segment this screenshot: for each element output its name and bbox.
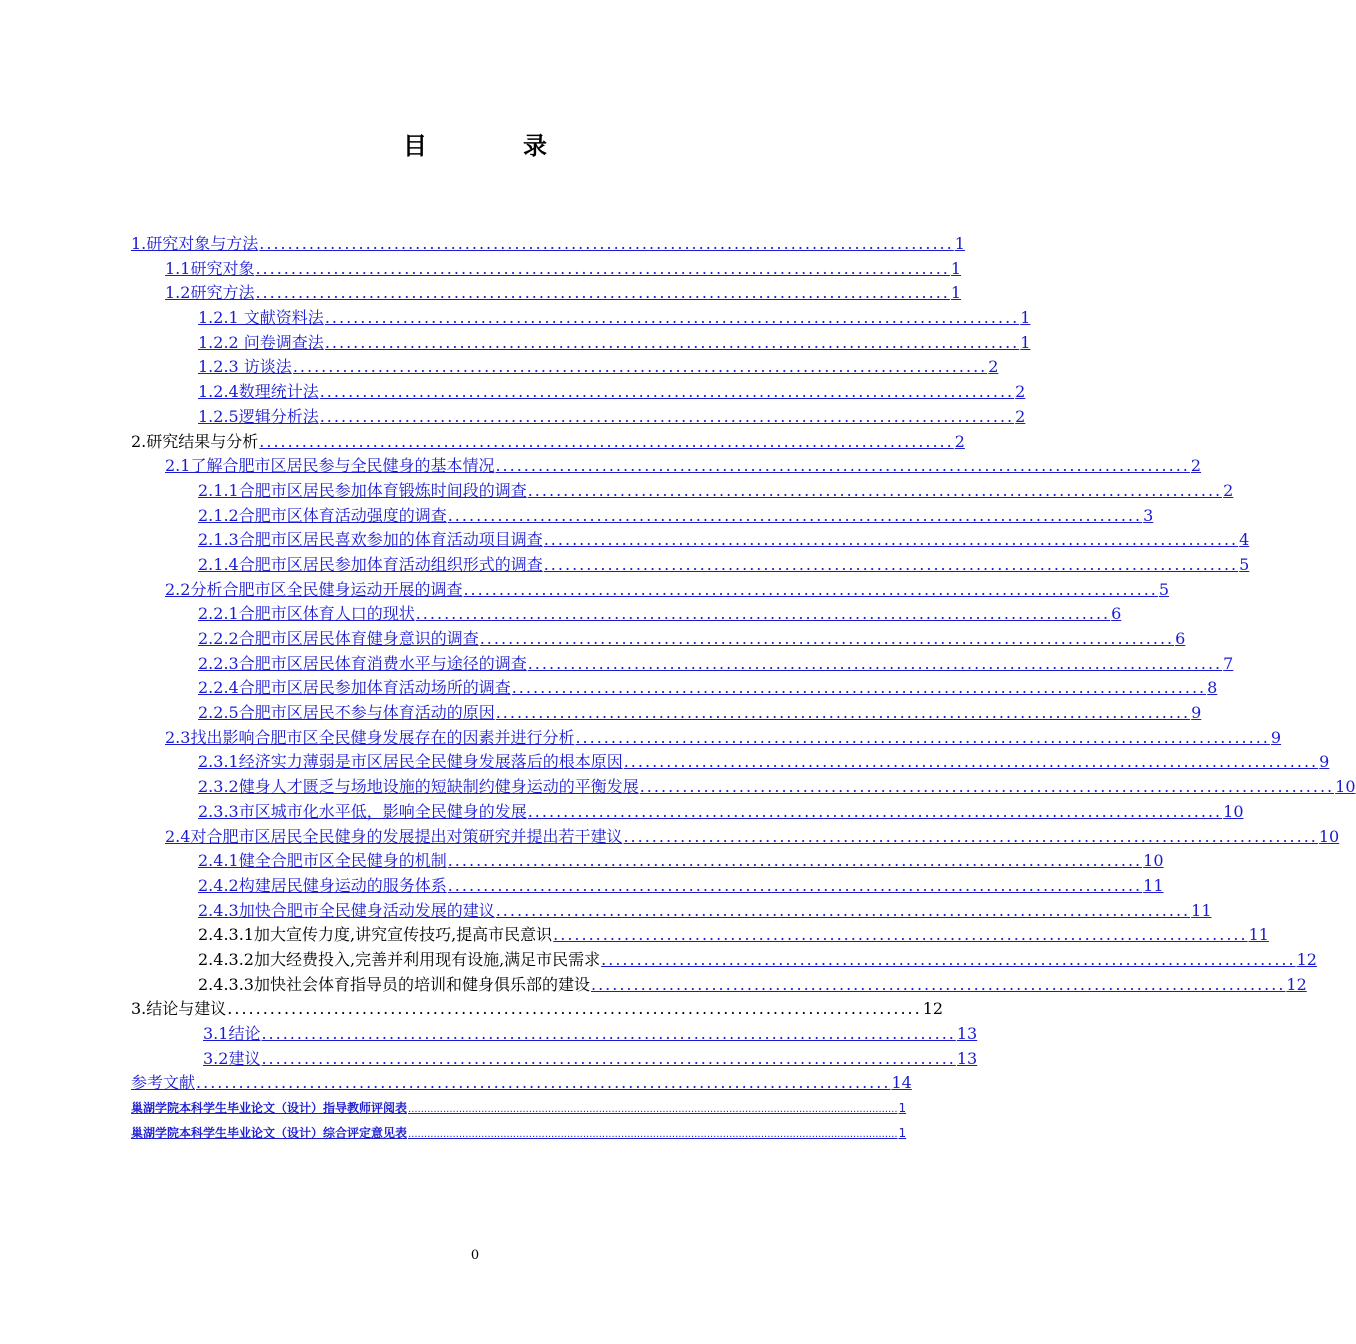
- toc-entry[interactable]: 2.2.1合肥市区体育人口的现状 .................................................................................................. 6: [198, 604, 1122, 624]
- toc-entry[interactable]: 2.4.3.2加大经费投入,完善并利用现有设施,满足市民需求 .................................................................................................. 12: [198, 949, 1317, 969]
- toc-entry[interactable]: 2.4.1健全合肥市区全民健身的机制 .................................................................................................. 10: [198, 851, 1164, 871]
- toc-entry[interactable]: 2.2.3合肥市区居民体育消费水平与途径的调查 .................................................................................................. 7: [198, 653, 1234, 673]
- toc-entry[interactable]: 2.1.3合肥市区居民喜欢参加的体育活动项目调查 .................................................................................................. 4: [198, 530, 1250, 550]
- toc-entry[interactable]: 1.2研究方法 .................................................................................................. 1: [165, 283, 962, 303]
- toc-entry[interactable]: 2.2.5合肥市区居民不参与体育活动的原因 .................................................................................................. 9: [198, 703, 1202, 723]
- toc-entry[interactable]: 2.4.2构建居民健身运动的服务体系 .................................................................................................. 11: [198, 875, 1164, 895]
- toc-entry[interactable]: 1.2.2 问卷调查法 .................................................................................................. 1: [198, 332, 1031, 352]
- toc-entry[interactable]: 2.2分析合肥市区全民健身运动开展的调查 .................................................................................................. 5: [165, 579, 1170, 599]
- toc-entry[interactable]: 2.1了解合肥市区居民参与全民健身的基本情况 .................................................................................................. 2: [165, 456, 1202, 476]
- toc-entry[interactable]: 2.4.3.3加快社会体育指导员的培训和健身俱乐部的建设 .................................................................................................. 12: [198, 974, 1307, 994]
- toc-entry[interactable]: 1.2.3 访谈法 .................................................................................................. 2: [198, 357, 999, 377]
- toc-entry[interactable]: 2.2.4合肥市区居民参加体育活动场所的调查 .................................................................................................. 8: [198, 678, 1218, 698]
- toc-entry[interactable]: 2.3.3市区城市化水平低，影响全民健身的发展 .................................................................................................. 10: [198, 801, 1244, 821]
- toc-entry[interactable]: 2.3.2健身人才匮乏与场地设施的短缺制约健身运动的平衡发展 .................................................................................................. 10: [198, 777, 1356, 797]
- toc-entry[interactable]: 1.2.1 文献资料法 .................................................................................................. 1: [198, 308, 1031, 328]
- toc-entry[interactable]: 2.1.4合肥市区居民参加体育活动组织形式的调查 .................................................................................................. 5: [198, 554, 1250, 574]
- toc-title: 目 录: [403, 132, 583, 160]
- toc-entry[interactable]: 1.2.5逻辑分析法 .................................................................................................. 2: [198, 406, 1026, 426]
- toc-entry[interactable]: 2.4.3加快合肥市全民健身活动发展的建议 .................................................................................................. 11: [198, 900, 1212, 920]
- toc-entry[interactable]: 2.2.2合肥市区居民体育健身意识的调查 .................................................................................................. 6: [198, 629, 1186, 648]
- table-of-contents: [131, 232, 1356, 1146]
- toc-entry[interactable]: 2.3.1经济实力薄弱是市区居民全民健身发展落后的根本原因 .................................................................................................. 9: [198, 752, 1330, 772]
- toc-entry[interactable]: 1.研究对象与方法 .................................................................................................. 1: [131, 234, 965, 253]
- toc-entry[interactable]: 2.1.2合肥市区体育活动强度的调查 .................................................................................................. 3: [198, 505, 1154, 525]
- toc-entry[interactable]: 2.4对合肥市区居民全民健身的发展提出对策研究并提出若干建议 .................................................................................................. 10: [165, 826, 1340, 846]
- toc-entry[interactable]: 3.2建议 .................................................................................................. 13: [203, 1048, 978, 1068]
- page-number: 0: [470, 1248, 480, 1263]
- toc-entry[interactable]: 巢湖学院本科学生毕业论文（设计）综合评定意见表 .......................................................................................................................................................... 1: [131, 1126, 907, 1141]
- toc-entry[interactable]: 2.研究结果与分析 .................................................................................................. 2: [131, 431, 965, 451]
- toc-entry[interactable]: 巢湖学院本科学生毕业论文（设计）指导教师评阅表 .......................................................................................................................................................... 1: [131, 1101, 907, 1116]
- toc-entry[interactable]: 1.1研究对象 .................................................................................................. 1: [165, 258, 962, 278]
- toc-entry[interactable]: 3.1结论 .................................................................................................. 13: [203, 1024, 978, 1043]
- toc-entry[interactable]: 2.1.1合肥市区居民参加体育锻炼时间段的调查 .................................................................................................. 2: [198, 480, 1234, 500]
- toc-entry[interactable]: 1.2.4数理统计法 .................................................................................................. 2: [198, 382, 1026, 402]
- toc-entry[interactable]: 3.结论与建议 .................................................................................................. 12: [131, 999, 944, 1019]
- toc-entry[interactable]: 2.4.3.1加大宣传力度,讲究宣传技巧,提高市民意识 .................................................................................................. 11: [198, 925, 1269, 945]
- toc-entry[interactable]: 2.3找出影响合肥市区全民健身发展存在的因素并进行分析 .................................................................................................. 9: [165, 727, 1282, 747]
- toc-entry[interactable]: 参考文献 .................................................................................................. 14: [131, 1073, 912, 1093]
